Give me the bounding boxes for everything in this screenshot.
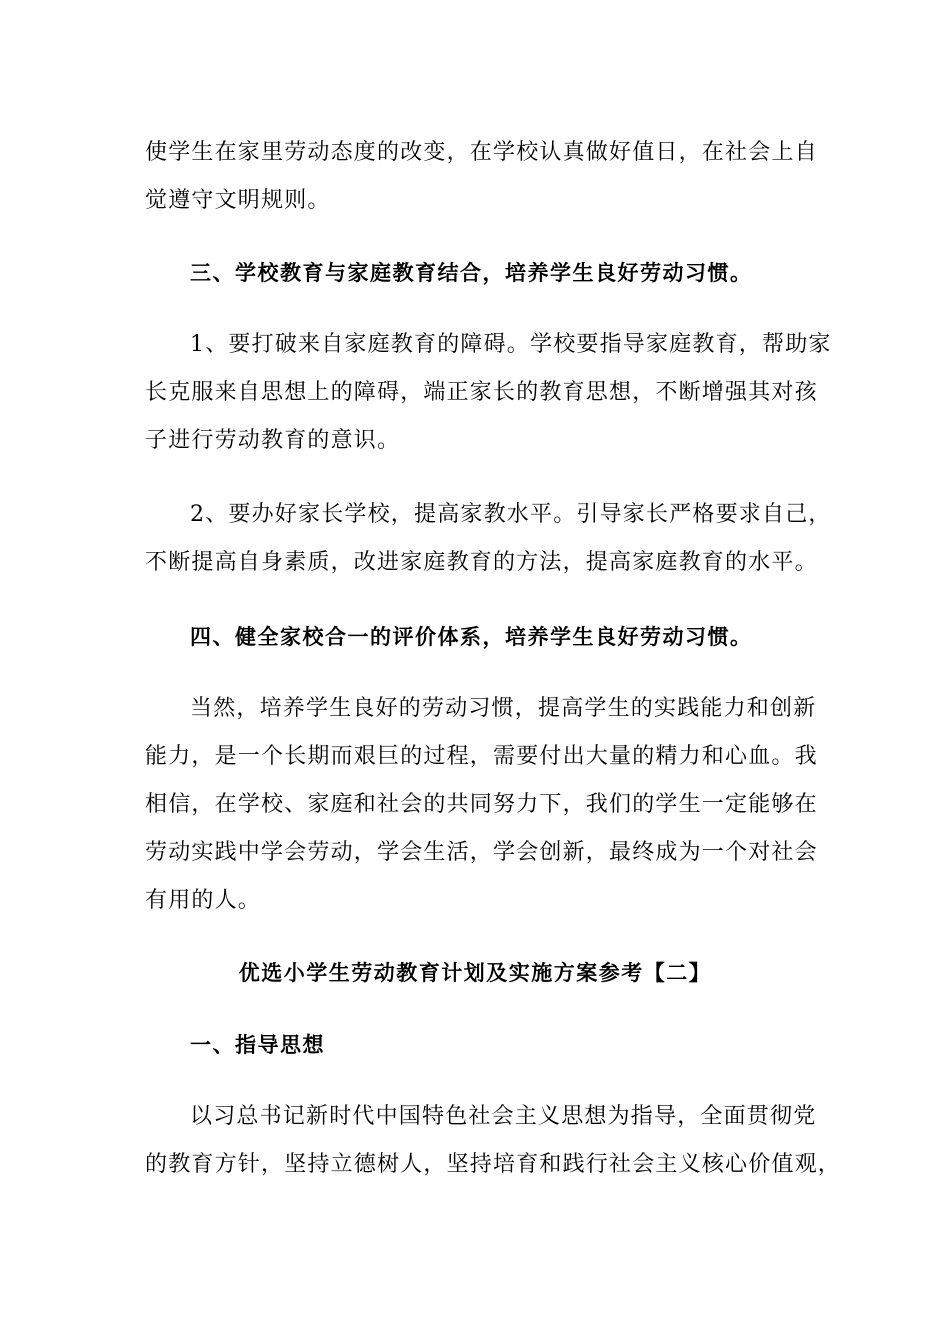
paragraph-line: 有用的人。: [145, 888, 262, 913]
paragraph-line: 能力，是一个长期而艰巨的过程，需要付出大量的精力和心血。我: [145, 744, 818, 769]
paragraph-line: 子进行劳动教育的意识。: [145, 428, 401, 453]
paragraph-line: 当然，培养学生良好的劳动习惯，提高学生的实践能力和创新: [190, 696, 817, 721]
part-title: 优选小学生劳动教育计划及实施方案参考【二】: [238, 961, 712, 985]
paragraph-line: 2、要办好家长学校，提高家教水平。引导家长严格要求自己，: [190, 502, 832, 527]
paragraph-line: 觉遵守文明规则。: [145, 188, 331, 213]
paragraph-line: 1、要打破来自家庭教育的障碍。学校要指导家庭教育，帮助家: [190, 332, 832, 357]
section-heading-1: 一、指导思想: [190, 1033, 325, 1057]
paragraph-line: 的教育方针，坚持立德树人，坚持培育和践行社会主义核心价值观，: [145, 1152, 842, 1177]
paragraph-line: 不断提高自身素质，改进家庭教育的方法，提高家庭教育的水平。: [145, 550, 818, 575]
section-heading-4: 四、健全家校合一的评价体系，培养学生良好劳动习惯。: [190, 625, 753, 649]
paragraph-line: 长克服来自思想上的障碍，端正家长的教育思想，不断增强其对孩: [145, 380, 818, 405]
paragraph-line: 劳动实践中学会劳动，学会生活，学会创新，最终成为一个对社会: [145, 840, 818, 865]
paragraph-line: 使学生在家里劳动态度的改变，在学校认真做好值日，在社会上自: [145, 140, 818, 165]
paragraph-line: 相信，在学校、家庭和社会的共同努力下，我们的学生一定能够在: [145, 792, 818, 817]
paragraph-line: 以习总书记新时代中国特色社会主义思想为指导，全面贯彻党: [190, 1104, 817, 1129]
section-heading-3: 三、学校教育与家庭教育结合，培养学生良好劳动习惯。: [190, 261, 753, 285]
